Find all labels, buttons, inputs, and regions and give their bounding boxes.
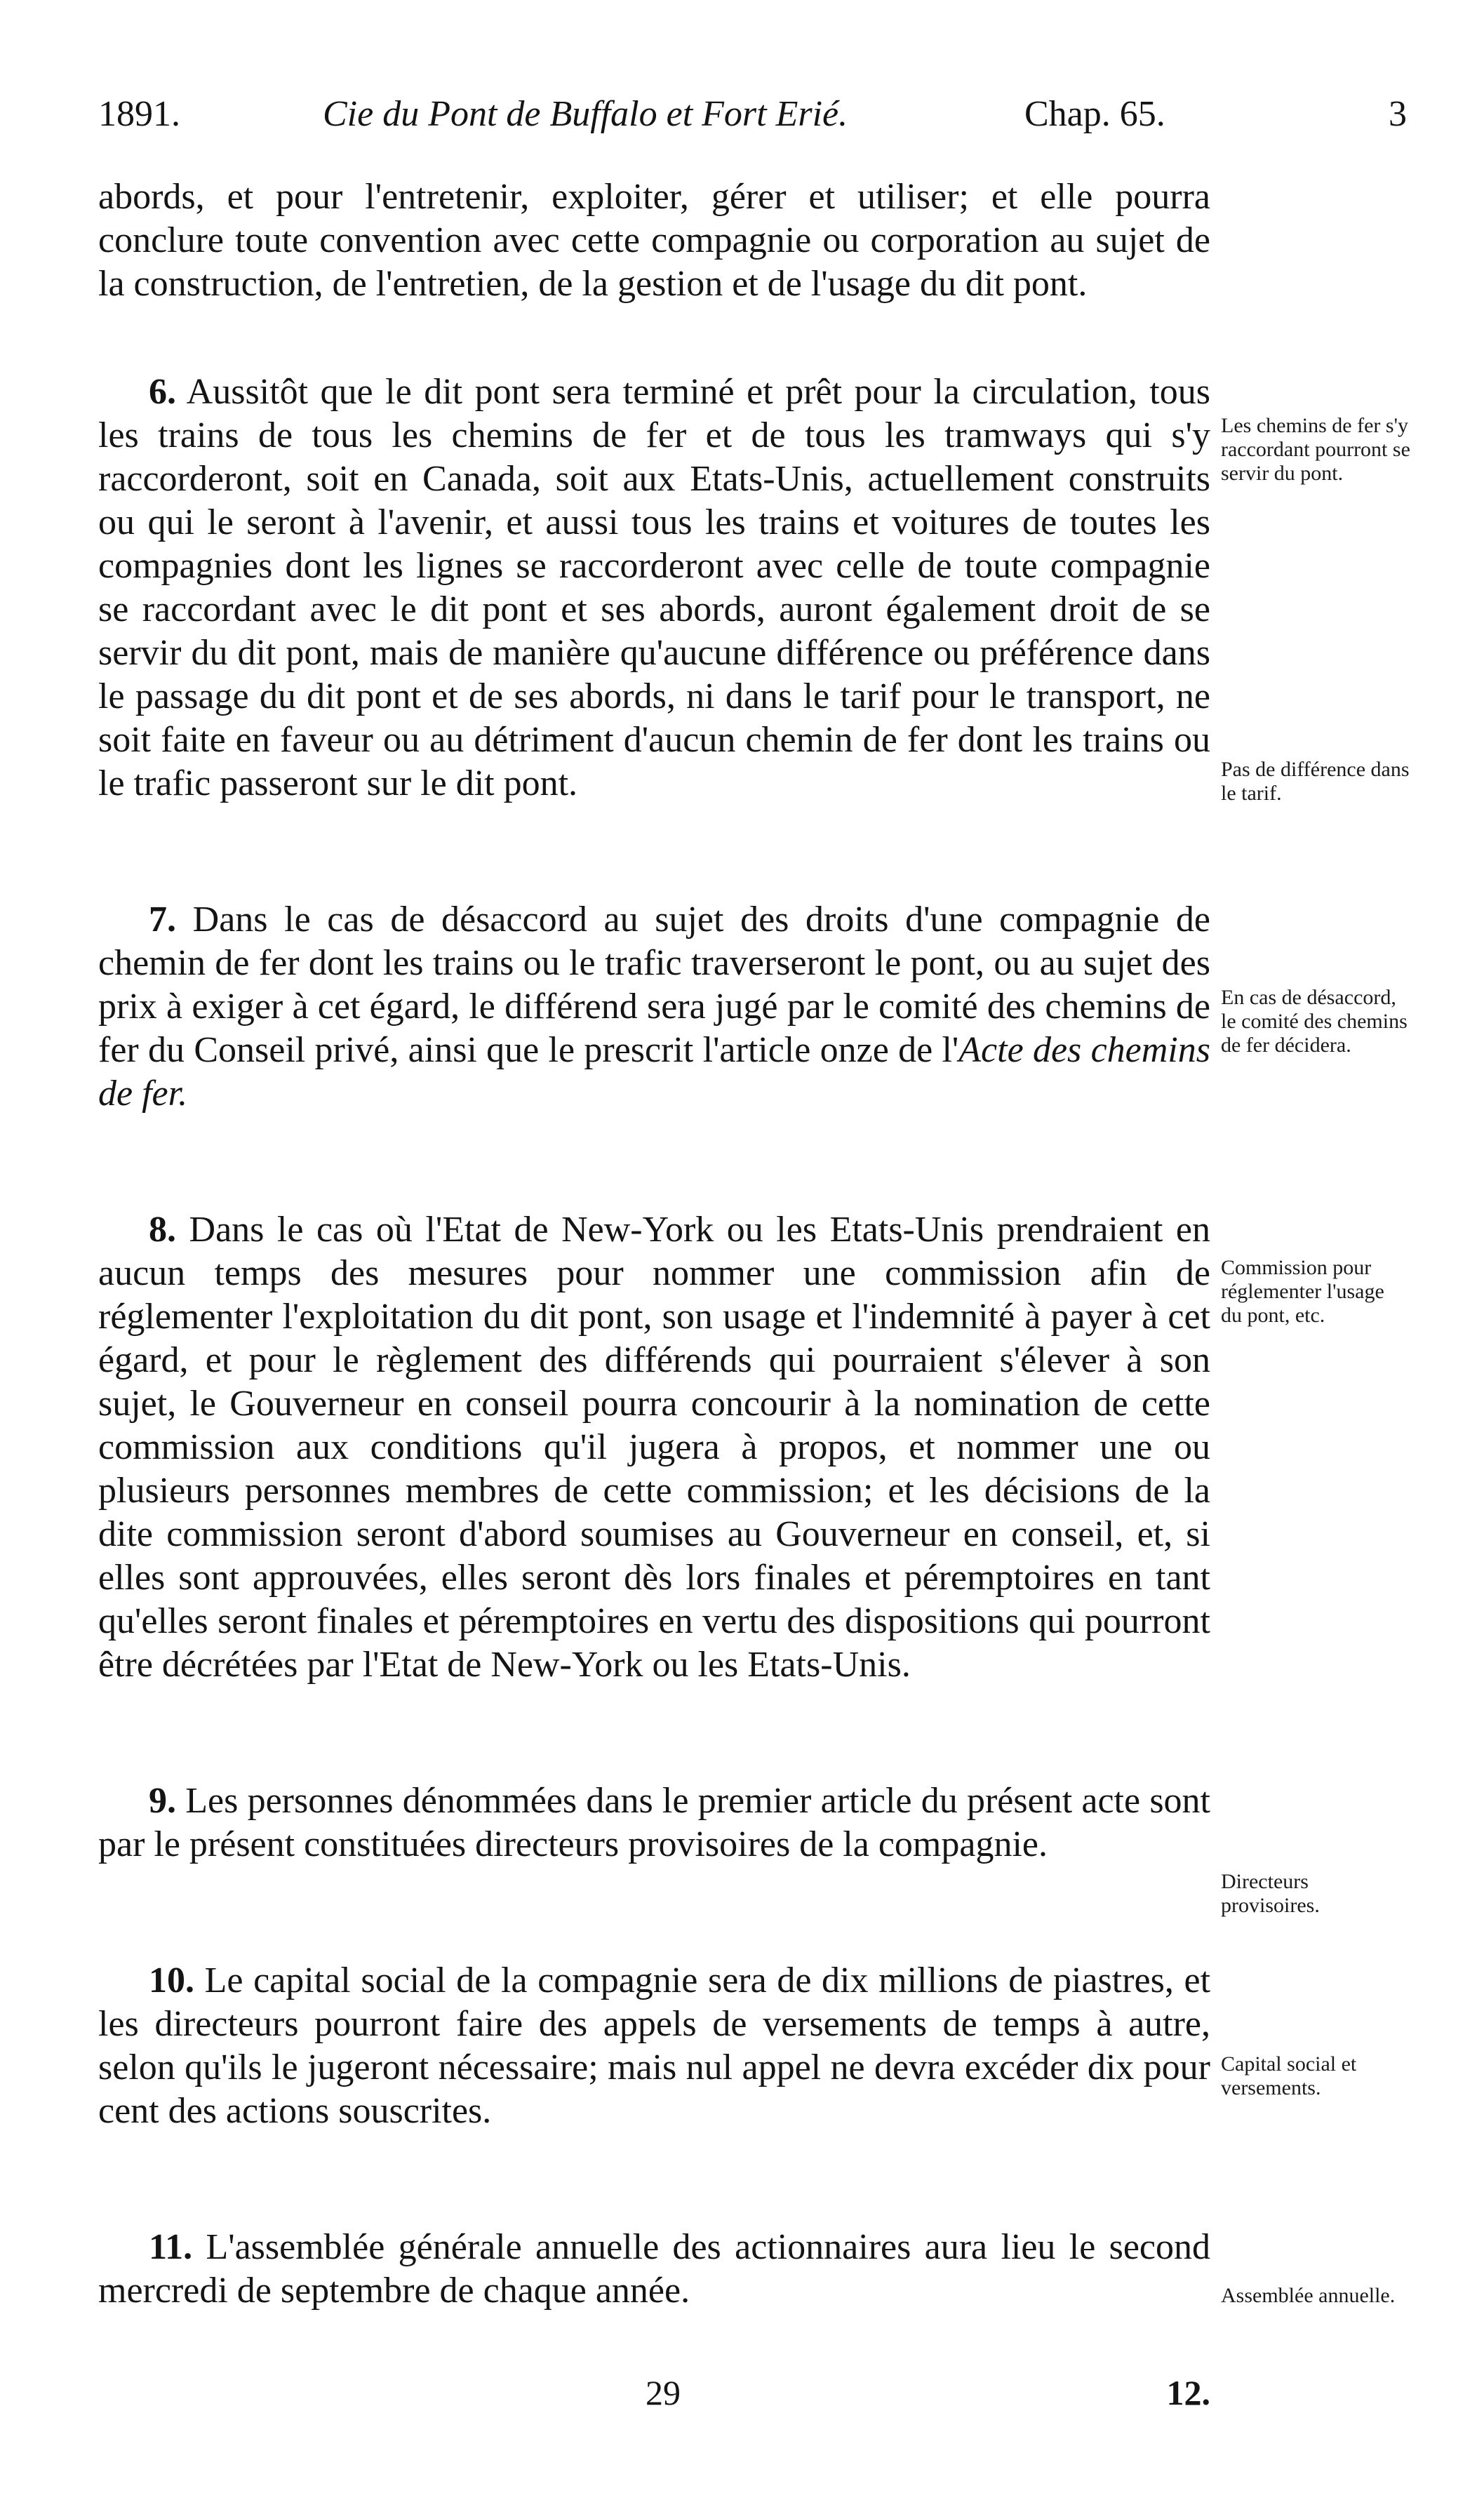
section-9 <box>98 1779 1210 1866</box>
margin-note-s7: En cas de désaccord, le comité des chemins de fer décidera. <box>1221 986 1408 1057</box>
margin-note-s6-tarif: Pas de différence dans le tarif. <box>1221 758 1410 805</box>
header-chapter: Chap. 65. <box>1024 94 1165 134</box>
section-7 <box>98 898 1210 1116</box>
page-footer <box>98 2368 1210 2417</box>
section-8-number: 8. <box>149 1210 176 1250</box>
margin-note-s9: Directeurs provisoires. <box>1221 1870 1320 1917</box>
section-11 <box>98 2226 1210 2313</box>
section-7-number: 7. <box>149 900 176 940</box>
margin-note-s11: Assemblée annuelle. <box>1221 2284 1396 2307</box>
section-8-text: Dans le cas où l'Etat de New-York ou les Etats-Unis prendraient en aucun temps des mesures pour nommer une commission afin de réglementer l'exploitation du dit pont, son usage et l'indemnité à payer à cet égard, et pour le règlement des différends qui pourraient s'élever à son sujet, le Gouverneur en conseil pourra concourir à la nomination de cette commission aux conditions qu'il jugera à propos, et nommer une ou plusieurs personnes membres de cette commission; et les décisions de la dite commission seront d'abord soumises au Gouverneur en conseil, et, si elles sont approuvées, elles seront dès lors finales et péremptoires en tant qu'elles seront finales et péremptoires en vertu des dispositions qui pourront être décrétées par l'Etat de New-York ou les Etats-Unis. <box>98 1210 1211 1685</box>
section-6-number: 6. <box>149 372 176 412</box>
section-10-number: 10. <box>149 1960 194 2000</box>
section-9-number: 9. <box>149 1781 176 1821</box>
header-title: Cie du Pont de Buffalo et Fort Erié. <box>323 94 848 134</box>
continued-text: abords, et pour l'entretenir, exploiter, gérer et utiliser; et elle pourra conclure toute convention avec cette compagnie ou corporation au sujet de la construction, de l'entretien, de la gestion et de l'usage du dit pont. <box>98 177 1210 304</box>
running-header <box>98 83 1407 146</box>
body-column <box>98 175 1210 2405</box>
section-10 <box>98 1959 1210 2133</box>
continued-paragraph <box>98 175 1210 306</box>
margin-note-s10: Capital social et versements. <box>1221 2052 1357 2099</box>
header-year: 1891. <box>98 94 180 134</box>
section-6 <box>98 370 1210 806</box>
section-11-number: 11. <box>149 2227 193 2267</box>
margin-note-s6-chemins: Les chemins de fer s'y raccordant pourront se servir du pont. <box>1221 414 1410 485</box>
section-8 <box>98 1208 1210 1687</box>
signature-mark: 29 <box>646 2373 681 2412</box>
section-7-act-title: Acte des chemins de fer. <box>98 1030 1210 1114</box>
section-6-text: Aussitôt que le dit pont sera terminé et prêt pour la circulation, tous les trains de tous les chemins de fer et de tous les tramways qui s'y raccorderont, soit en Canada, soit aux Etats-Unis, actuellement construits ou qui le seront à l'avenir, et aussi tous les trains et voitures de toutes les compagnies dont les lignes se raccorderont avec celle de toute compagnie se raccordant avec le dit pont et ses abords, auront également droit de se servir du dit pont, mais de manière qu'aucune différence ou préférence dans le passage du dit pont et de ses abords, ni dans le tarif pour le transport, ne soit faite en faveur ou au détriment d'aucun chemin de fer dont les trains ou le trafic passeront sur le dit pont. <box>98 372 1210 803</box>
catchword: 12. <box>1166 2373 1210 2412</box>
section-10-text: Le capital social de la compagnie sera de dix millions de piastres, et les directeurs pourront faire des appels de versements de temps à autre, selon qu'ils le jugeront nécessaire; mais nul appel ne devra excéder dix pour cent des actions souscrites. <box>98 1960 1211 2131</box>
margin-note-s8: Commission pour réglementer l'usage du pont, etc. <box>1221 1256 1384 1327</box>
section-7-text: Dans le cas de désaccord au sujet des droits d'une compagnie de chemin de fer dont les trains ou le trafic traverseront le pont, ou au sujet des prix à exiger à cet égard, le différend sera jugé par le comité des chemins de fer du Conseil privé, ainsi que le prescrit l'article onze de l' <box>98 900 1211 1070</box>
section-9-text: Les personnes dénommées dans le premier article du présent acte sont par le présent constituées directeurs provisoires de la compagnie. <box>98 1781 1210 1864</box>
section-11-text: L'assemblée générale annuelle des actionnaires aura lieu le second mercredi de septembre de chaque année. <box>98 2227 1210 2311</box>
header-page-number: 3 <box>1389 94 1407 134</box>
